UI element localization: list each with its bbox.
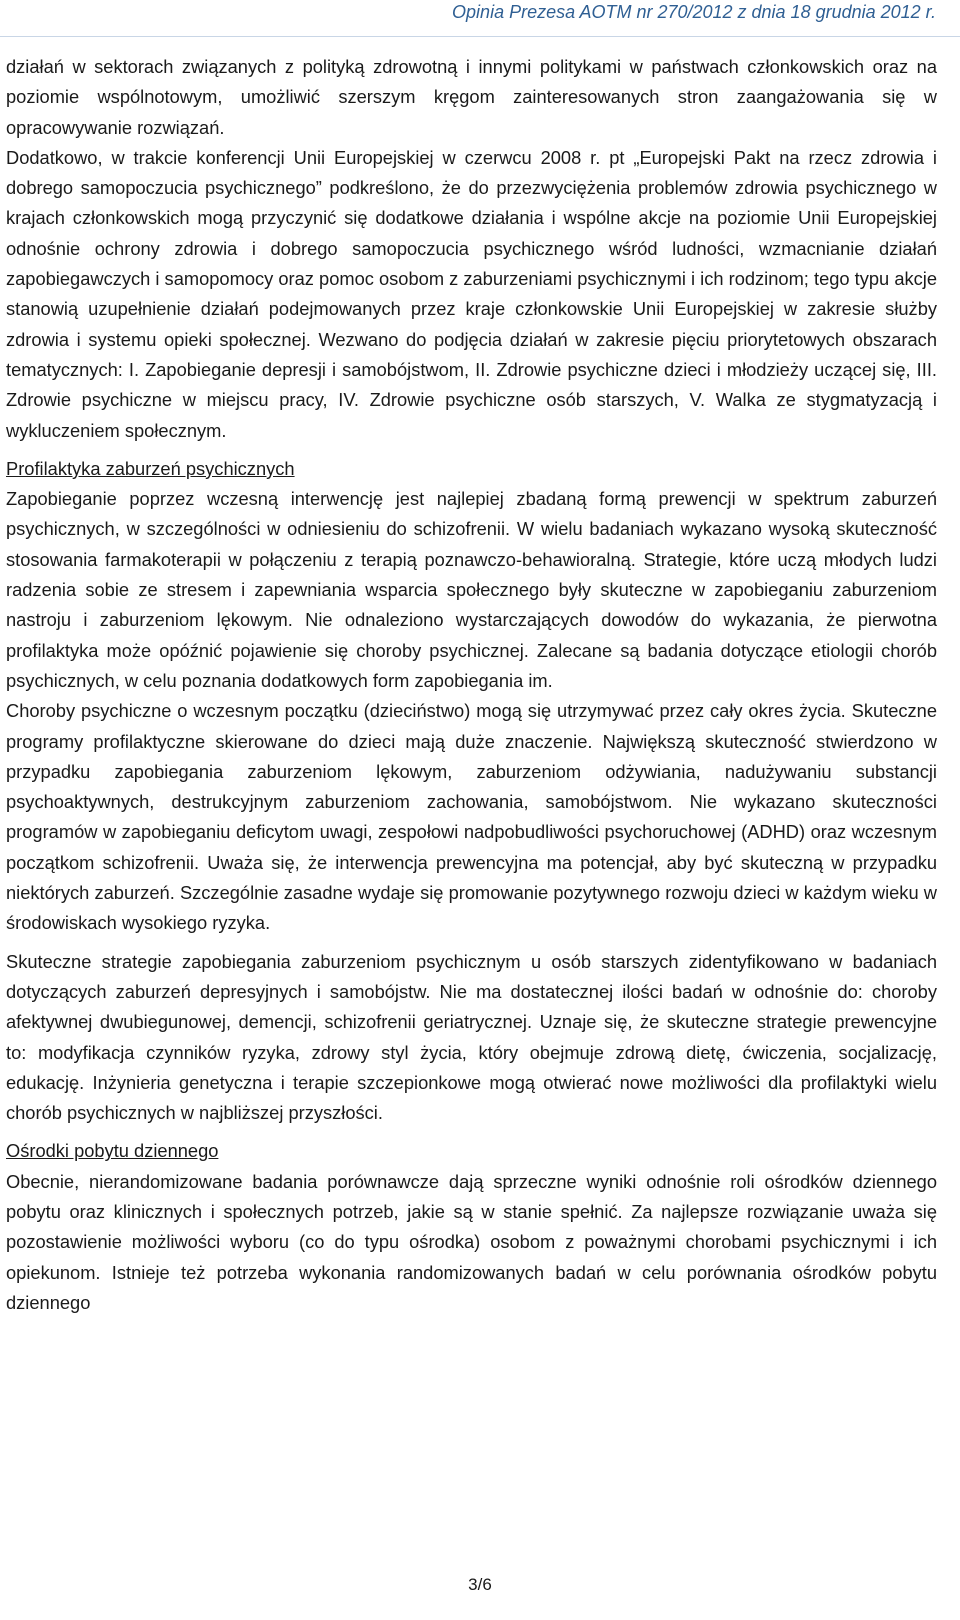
header-title: Opinia Prezesa AOTM nr 270/2012 z dnia 18 grudnia 2012 r. — [452, 2, 936, 22]
paragraph: Zapobieganie poprzez wczesną interwencję jest najlepiej zbadaną formą prewencji w spektrum zaburzeń psychicznych, w szczególności w odniesieniu do schizofrenii. W wielu badaniach wykazano wysoką skuteczność stosowania farmakoterapii w połączeniu z terapią poznawczo-behawioralną. Strategie, które uczą młodych ludzi radzenia sobie ze stresem i zapewniania wsparcia społecznego były skuteczne w zapobieganiu zaburzeniom nastroju i zaburzeniom lękowym. Nie odnaleziono wystarczających dowodów do wykazania, że pierwotna profilaktyka może opóźnić pojawienie się choroby psychicznej. Zalecane są badania dotyczące etiologii chorób psychicznych, w celu poznania dodatkowych form zapobiegania im. — [6, 488, 937, 691]
page-number: 3/6 — [468, 1575, 492, 1594]
paragraph: Choroby psychiczne o wczesnym początku (dzieciństwo) mogą się utrzymywać przez cały okres życia. Skuteczne programy profilaktyczne skierowane do dzieci mają duże znaczenie. Największą skuteczność stwierdzono w przypadku zapobiegania zaburzeniom lękowym, zaburzeniom odżywiania, nadużywaniu substancji psychoaktywnych, destrukcyjnym zaburzeniom zachowania, samobójstwom. Nie wykazano skuteczności programów w zapobieganiu deficytom uwagi, zespołowi nadpobudliwości psychoruchowej (ADHD) oraz wczesnym początkom schizofrenii. Uważa się, że interwencja prewencyjna ma potencjał, aby być skuteczną w przypadku niektórych zaburzeń. Szczególnie zasadne wydaje się promowanie pozytywnego rozwoju dzieci w każdym wieku w środowiskach wysokiego ryzyka. — [6, 700, 937, 934]
paragraph: Dodatkowo, w trakcie konferencji Unii Europejskiej w czerwcu 2008 r. pt „Europejski Pakt na rzecz zdrowia i dobrego samopoczucia psychicznego” podkreślono, że do przezwyciężenia problemów zdrowia psychicznego w krajach członkowskich mogą przyczynić się dodatkowe działania i wspólne akcje na poziomie Unii Europejskiej odnośnie ochrony zdrowia i dobrego samopoczucia psychicznego wśród ludności, wzmacnianie działań zapobiegawczych i samopomocy oraz pomoc osobom z zaburzeniami psychicznymi i ich rodzinom; tego typu akcje stanowią uzupełnienie działań podejmowanych przez kraje członkowskie Unii Europejskiej w zakresie służby zdrowia i systemu opieki społecznej. Wezwano do podjęcia działań w zakresie pięciu priorytetowych obszarach tematycznych: I. Zapobieganie depresji i samobójstwom, II. Zdrowie psychiczne dzieci i młodzieży uczącej się, III. Zdrowie psychiczne w miejscu pracy, IV. Zdrowie psychiczne osób starszych, V. Walka ze stygmatyzacją i wykluczeniem społecznym. — [6, 146, 937, 441]
section-heading: Profilaktyka zaburzeń psychicznych — [6, 457, 295, 479]
paragraph: Skuteczne strategie zapobiegania zaburzeniom psychicznym u osób starszych zidentyfikowano w badaniach dotyczących zaburzeń depresyjnych i samobójstw. Nie ma dostatecznej ilości badań w odnośnie do: choroby afektywnej dwubiegunowej, demencji, schizofrenii geriatrycznej. Uznaje się, że skuteczne strategie prewencyjne to: modyfikacja czynników ryzyka, zdrowy styl życia, który obejmuje zdrową dietę, ćwiczenia, socjalizację, edukację. Inżynieria genetyczna i terapie szczepionkowe mogą otwierać nowe możliwości dla profilaktyki wielu chorób psychicznych w najbliższej przyszłości. — [6, 950, 937, 1124]
paragraph: działań w sektorach związanych z polityką zdrowotną i innymi politykami w państwach członkowskich oraz na poziomie wspólnotowym, umożliwić szerszym kręgom zainteresowanych stron zaangażowania się w opracowywanie rozwiązań. — [6, 56, 937, 138]
page-header — [0, 0, 960, 37]
section-heading: Ośrodki pobytu dziennego — [6, 1140, 219, 1162]
paragraph: Obecnie, nierandomizowane badania porównawcze dają sprzeczne wyniki odnośnie roli ośrodków dziennego pobytu oraz klinicznych i społecznych potrzeb, jakie są w stanie spełnić. Za najlepsze rozwiązanie uważa się pozostawienie możliwości wyboru (co do typu ośrodka) osobom z poważnymi chorobami psychicznymi i ich opiekunom. Istnieje też potrzeba wykonania randomizowanych badań w celu porównania ośrodków pobytu dziennego — [6, 1170, 937, 1313]
document-body — [6, 52, 937, 1318]
